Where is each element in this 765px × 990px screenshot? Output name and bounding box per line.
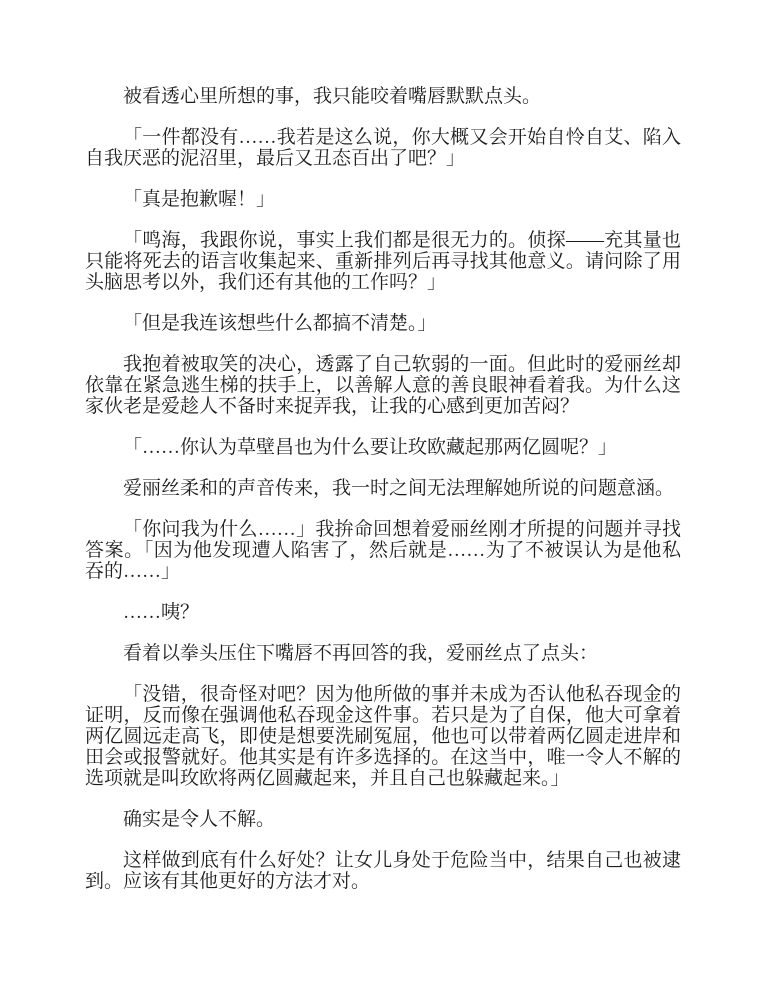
paragraph: 「鸣海，我跟你说，事实上我们都是很无力的。侦探——充其量也只能将死去的语言收集起来、重新排列后再寻找其他意义。请问除了用头脑思考以外，我们还有其他的工作吗？」 (85, 230, 681, 293)
paragraph: 「一件都没有……我若是这么说，你大概又会开始自怜自艾、陷入自我厌恶的泥沼里，最后又丑态百出了吧？」 (85, 127, 681, 169)
paragraph: ……咦？ (123, 602, 200, 623)
paragraph: 确实是令人不解。 (123, 809, 276, 830)
paragraph: 「……你认为草壁昌也为什么要让玫欧藏起那两亿圆呢？」 (123, 437, 618, 458)
paragraph: 「没错，很奇怪对吧？因为他所做的事并未成为否认他私吞现金的证明，反而像在强调他私吞现金这件事。若只是为了自保，他大可拿着两亿圆远走高飞，即使是想要洗刷冤屈，他也可以带着两亿圆走进岸和田会或报警就好。他其实是有许多选择的。在这当中，唯一令人不解的选项就是叫玫欧将两亿圆藏起来，并且自己也躲藏起来。」 (85, 684, 681, 789)
paragraph: 我抱着被取笑的决心，透露了自己软弱的一面。但此时的爱丽丝却依靠在紧急逃生梯的扶手上，以善解人意的善良眼神看着我。为什么这家伙老是爱趁人不备时来捉弄我，让我的心感到更加苦闷？ (85, 354, 681, 417)
paragraph: 这样做到底有什么好处？让女儿身处于危险当中，结果自己也被逮到。应该有其他更好的方法才对。 (85, 850, 681, 892)
paragraph: 「你问我为什么……」我拚命回想着爱丽丝刚才所提的问题并寻找答案。「因为他发现遭人陷害了，然后就是……为了不被误认为是他私吞的……」 (85, 519, 681, 582)
paragraph: 「但是我连该想些什么都搞不清楚。」 (123, 313, 437, 334)
paragraph: 被看透心里所想的事，我只能咬着嘴唇默默点头。 (123, 86, 542, 107)
paragraph: 看着以拳头压住下嘴唇不再回答的我，爱丽丝点了点头： (123, 643, 599, 664)
paragraph: 「真是抱歉喔！」 (123, 189, 276, 210)
paragraph: 爱丽丝柔和的声音传来，我一时之间无法理解她所说的问题意涵。 (123, 478, 675, 499)
